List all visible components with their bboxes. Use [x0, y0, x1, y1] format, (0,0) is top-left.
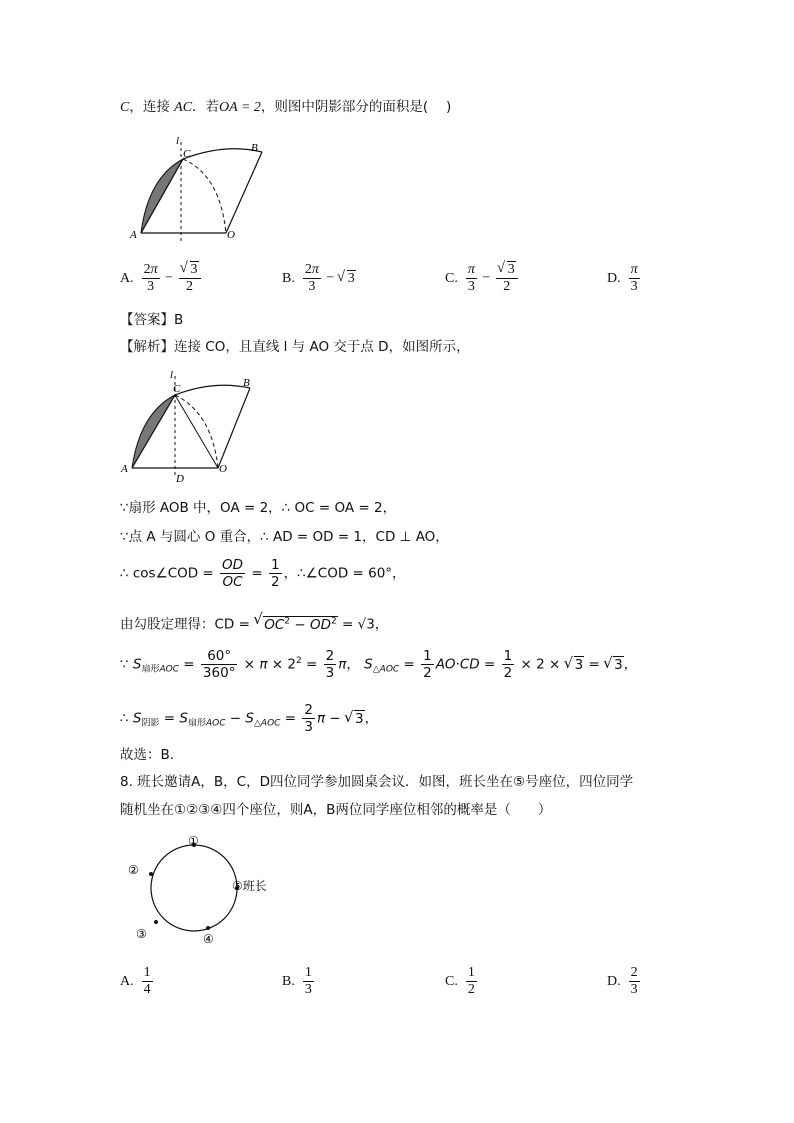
- q8-c-num: 1: [467, 965, 475, 980]
- q8-c-den: 2: [467, 982, 475, 997]
- q8-choice-c[interactable]: C. $\frac{1}{2}$: [445, 965, 475, 997]
- seat-3: ③: [136, 927, 147, 941]
- seat-4: ④: [203, 932, 214, 946]
- fig1-label-c: C: [183, 148, 191, 160]
- seat-1: ①: [188, 834, 199, 848]
- sector-figure-2: [118, 368, 268, 486]
- stem-ac: AC: [174, 100, 193, 115]
- q7-choice-b[interactable]: B. $\frac{2\pi}{3}$ − √ 3: [282, 262, 356, 295]
- stem-oa: OA = 2: [219, 100, 261, 115]
- q8-stem-line-2: 随机坐在①②③④四个座位，则A，B两位同学座位相邻的概率是（ ）: [120, 802, 552, 818]
- q7-choice-d[interactable]: D. $\frac{\pi}{3}$: [607, 262, 638, 294]
- analysis-intro: 连接 CO，且直线 l 与 AO 交于点 D，如图所示，: [174, 339, 470, 355]
- sector-figure-1: [120, 130, 280, 245]
- q8-d-num: 2: [630, 965, 638, 980]
- step-4-pre: 由勾股定理得：CD =: [120, 616, 250, 633]
- analysis-head: 【解析】: [120, 339, 174, 355]
- q8-a-num: 1: [143, 965, 151, 980]
- fig1-label-b: B: [251, 142, 258, 154]
- seat-2: ②: [128, 863, 139, 877]
- q7-stem: [120, 97, 451, 118]
- seat-5: ⑤班长: [232, 879, 267, 893]
- step-4-post: = √3，: [342, 616, 389, 633]
- step-3-post: ，∴∠COD = 60°，: [283, 565, 406, 582]
- conclusion: 故选：B．: [120, 747, 184, 763]
- fig2-label-c: C: [173, 383, 181, 395]
- q8-choice-d[interactable]: D. $\frac{2}{3}$: [607, 965, 638, 997]
- stem-text-3: ，则图中阴影部分的面积是( ): [260, 99, 452, 115]
- fig1-label-a: A: [130, 229, 137, 241]
- q7-choice-c[interactable]: C. $\frac{\pi}{3}$ − √ $\frac{3}{2}$: [445, 262, 520, 295]
- step-5: ∵ $S_{扇形AOC}$ = $\frac{60^\circ}{360^\circ}$ × $\pi \times 2^2$ = $\frac{2}{3}$ π， $S_{\triangle AOC}$ = $\frac{1}{2}$ AO·CD = $\frac{1}{2}$ × 2 × √ 3 = √ 3，: [120, 648, 637, 681]
- round-table-figure: [120, 830, 300, 950]
- stem-text-1: ，连接: [129, 99, 175, 115]
- q7-choice-a[interactable]: A. $\frac{2\pi}{3}$ − √ $\frac{3}{2}$: [120, 262, 203, 295]
- stem-point-c: C: [120, 100, 130, 115]
- step-3: ∴ cos∠COD = $\frac{OD}{OC}$ = $\frac{1}{2}$ ，∴∠COD = 60°，: [120, 557, 406, 590]
- fig2-label-b: B: [243, 377, 250, 389]
- step-1: ∵扇形 AOB 中，OA = 2，∴ OC = OA = 2，: [120, 500, 397, 516]
- step-2: ∵点 A 与圆心 O 重合，∴ AD = OD = 1，CD ⊥ AO，: [120, 529, 449, 545]
- q8-b-den: 3: [304, 982, 312, 997]
- q8-choice-a[interactable]: A. $\frac{1}{4}$: [120, 965, 151, 997]
- fig2-label-o: O: [219, 463, 227, 475]
- q8-b-num: 1: [304, 965, 312, 980]
- q8-a-den: 4: [143, 982, 151, 997]
- fig2-label-d: D: [176, 473, 184, 485]
- step-4: 由勾股定理得：CD = √ $OC^2 - OD^2 = √3$，: [120, 611, 388, 635]
- q7-answer: 【答案】B: [120, 312, 184, 328]
- fig2-label-a: A: [121, 463, 128, 475]
- q8-d-den: 3: [630, 982, 638, 997]
- fig1-label-l: l: [176, 135, 180, 147]
- q7-analysis: [120, 337, 470, 357]
- fig2-label-l: l: [170, 369, 174, 381]
- q8-stem-line-1: 8. 班长邀请A，B，C，D四位同学参加圆桌会议．如图，班长坐在⑤号座位，四位同学: [120, 774, 634, 790]
- step-6: ∴ $S_{阴影} = S_{扇形AOC} - S_{\triangle AOC}$ = $\frac{2}{3}$ π − √ 3，: [120, 702, 378, 735]
- q8-choice-b[interactable]: B. $\frac{1}{3}$: [282, 965, 312, 997]
- fig1-label-o: O: [227, 229, 235, 241]
- step-3-pre: ∴ cos∠COD =: [120, 565, 214, 582]
- stem-text-2: ．若: [192, 99, 220, 115]
